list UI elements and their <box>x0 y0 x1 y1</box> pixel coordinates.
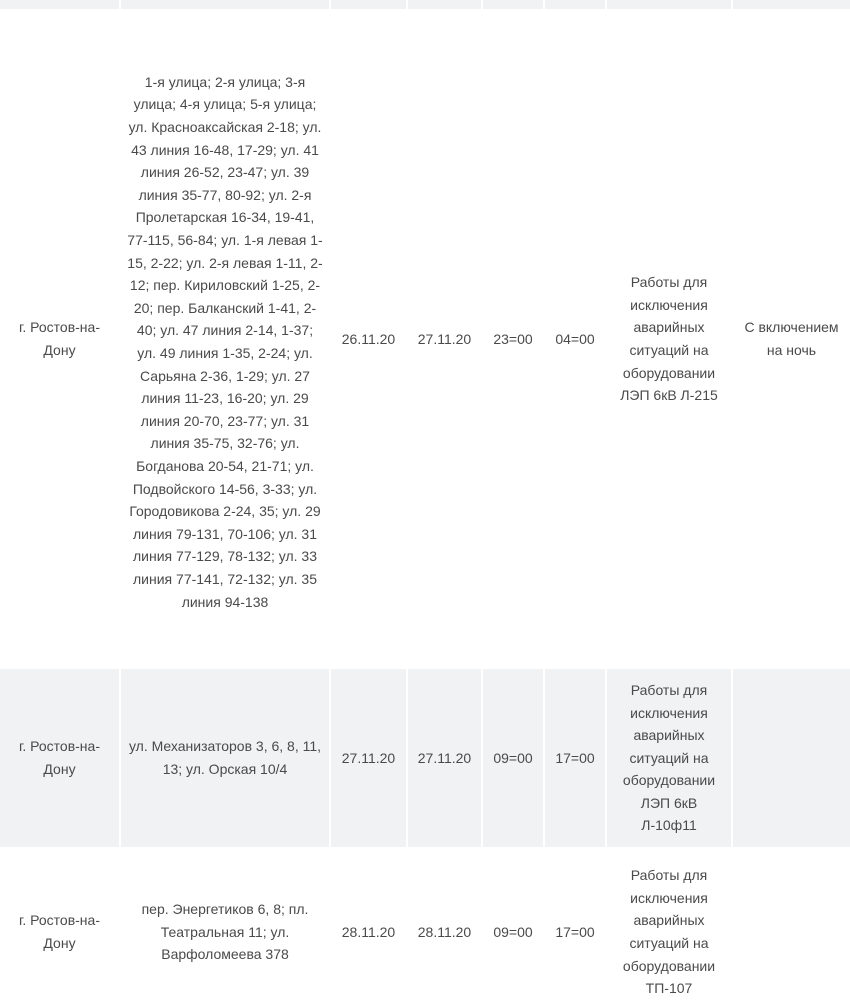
city-cell: г. Ростов-на-Дону <box>0 850 121 1000</box>
table-row <box>0 669 850 850</box>
table-cell <box>331 0 408 12</box>
city-cell: г. Ростов-на-Дону <box>0 12 121 669</box>
table-row <box>0 0 850 12</box>
address-cell: ул. Механизаторов 3, 6, 8, 11, 13; ул. Орская 10/4 <box>121 669 331 850</box>
address-cell: 1-я улица; 2-я улица; 3-я улица; 4-я улица; 5-я улица; ул. Красноаксайская 2-18; ул. 43 линия 16-48, 17-29; ул. 41 линия 26-52, 23-47; ул. 39 линия 35-77, 80-92; ул. 2-я Пролетарская 16-34, 19-41, 77-115, 56-84; ул. 1-я левая 1-15, 2-22; ул. 2-я левая 1-11, 2-12; пер. Кириловский 1-25, 2-20; пер. Балканский 1-41, 2-40; ул. 47 линия 2-14, 1-37; ул. 49 линия 1-35, 2-24; ул. Сарьяна 2-36, 1-29; ул. 27 линия 11-23, 16-20; ул. 29 линия 20-70, 23-77; ул. 31 линия 35-75, 32-76; ул. Богданова 20-54, 21-71; ул. Подвойского 14-56, 3-33; ул. Городовикова 2-24, 35; ул. 29 линия 79-131, 70-106; ул. 31 линия 77-129, 78-132; ул. 33 линия 77-141, 72-132; ул. 35 линия 94-138 <box>121 12 331 669</box>
note-cell <box>733 850 850 1000</box>
description-cell: Работы для исключения аварийных ситуаций на оборудовании ЛЭП 6кВ Л-10ф11 <box>607 669 733 850</box>
table-cell <box>607 0 733 12</box>
description-cell: Работы для исключения аварийных ситуаций на оборудовании ЛЭП 6кВ Л-215 <box>607 12 733 669</box>
time-end-cell: 17=00 <box>545 669 607 850</box>
description-cell: Работы для исключения аварийных ситуаций на оборудовании ТП-107 <box>607 850 733 1000</box>
date-start-cell: 28.11.20 <box>331 850 408 1000</box>
table-row <box>0 12 850 669</box>
table-cell <box>483 0 545 12</box>
table-cell <box>0 0 121 12</box>
city-cell: г. Ростов-на-Дону <box>0 669 121 850</box>
time-start-cell: 09=00 <box>483 850 545 1000</box>
table-cell <box>545 0 607 12</box>
table-cell <box>121 0 331 12</box>
date-start-cell: 26.11.20 <box>331 12 408 669</box>
date-end-cell: 27.11.20 <box>408 12 483 669</box>
time-end-cell: 04=00 <box>545 12 607 669</box>
date-start-cell: 27.11.20 <box>331 669 408 850</box>
table-cell <box>408 0 483 12</box>
note-cell <box>733 669 850 850</box>
date-end-cell: 28.11.20 <box>408 850 483 1000</box>
table-cell <box>733 0 850 12</box>
time-start-cell: 23=00 <box>483 12 545 669</box>
time-end-cell: 17=00 <box>545 850 607 1000</box>
time-start-cell: 09=00 <box>483 669 545 850</box>
note-cell: С включением на ночь <box>733 12 850 669</box>
table-row <box>0 850 850 1000</box>
date-end-cell: 27.11.20 <box>408 669 483 850</box>
address-cell: пер. Энергетиков 6, 8; пл. Театральная 11; ул. Варфоломеева 378 <box>121 850 331 1000</box>
